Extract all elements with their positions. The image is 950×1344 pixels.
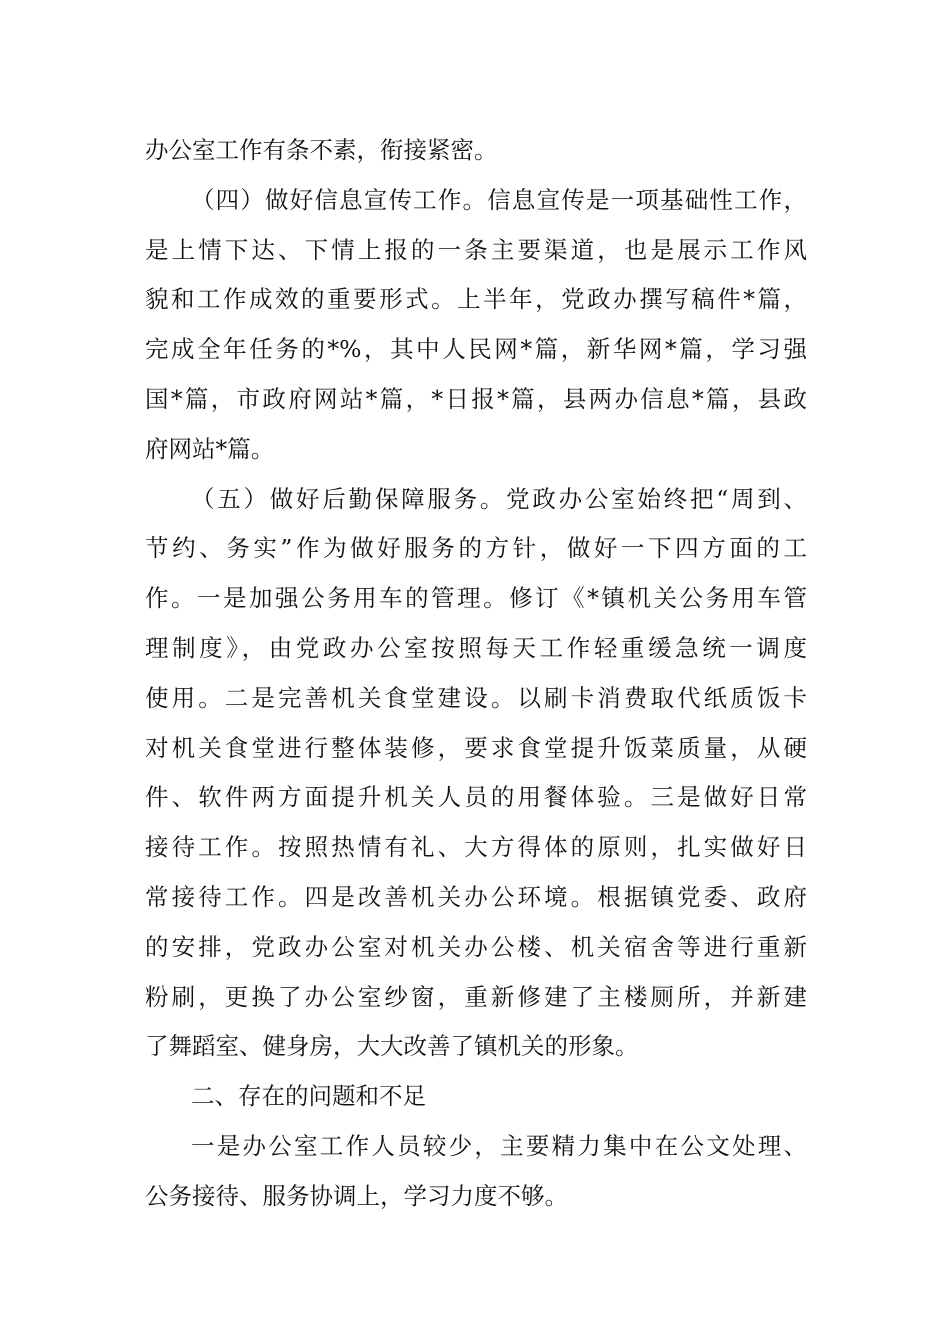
- text-line: 办公室工作有条不素，衔接紧密。: [145, 136, 498, 164]
- text-line: 节约、务实”作为做好服务的方针，做好一下四方面的工: [145, 534, 807, 563]
- text-line: 理制度》，由党政办公室按照每天工作轻重缓急统一调度: [145, 633, 807, 662]
- document-page: [145, 132, 807, 1228]
- text-line: 作。一是加强公务用车的管理。修订《*镇机关公务用车管: [145, 584, 807, 613]
- text-line: 使用。二是完善机关食堂建设。以刷卡消费取代纸质饭卡: [145, 683, 807, 712]
- text-line: 完成全年任务的*%，其中人民网*篇，新华网*篇，学习强: [145, 335, 807, 364]
- text-line: 粉刷，更换了办公室纱窗，重新修建了主楼厕所，并新建: [145, 982, 807, 1011]
- text-line: 对机关食堂进行整体装修，要求食堂提升饭菜质量，从硬: [145, 733, 807, 762]
- text-line: 公务接待、服务协调上，学习力度不够。: [145, 1181, 568, 1210]
- text-line: 的安排，党政办公室对机关办公楼、机关宿舍等进行重新: [145, 932, 807, 961]
- text-line: 二、存在的问题和不足: [191, 1082, 426, 1111]
- text-line: 国*篇，市政府网站*篇，*日报*篇，县两办信息*篇，县政: [145, 384, 807, 413]
- text-line: 府网站*篇。: [145, 434, 275, 463]
- text-line: （五）做好后勤保障服务。党政办公室始终把“周到、: [191, 484, 807, 513]
- text-line: 一是办公室工作人员较少，主要精力集中在公文处理、: [191, 1131, 807, 1160]
- text-line: 了舞蹈室、健身房，大大改善了镇机关的形象。: [145, 1032, 639, 1061]
- text-line: 接待工作。按照热情有礼、大方得体的原则，扎实做好日: [145, 833, 807, 862]
- text-line: 是上情下达、下情上报的一条主要渠道，也是展示工作风: [145, 235, 807, 264]
- text-line: （四）做好信息宣传工作。信息宣传是一项基础性工作，: [191, 185, 807, 214]
- text-line: 常接待工作。四是改善机关办公环境。根据镇党委、政府: [145, 882, 807, 911]
- text-line: 貌和工作成效的重要形式。上半年，党政办撰写稿件*篇，: [145, 285, 807, 314]
- text-line: 件、软件两方面提升机关人员的用餐体验。三是做好日常: [145, 783, 807, 812]
